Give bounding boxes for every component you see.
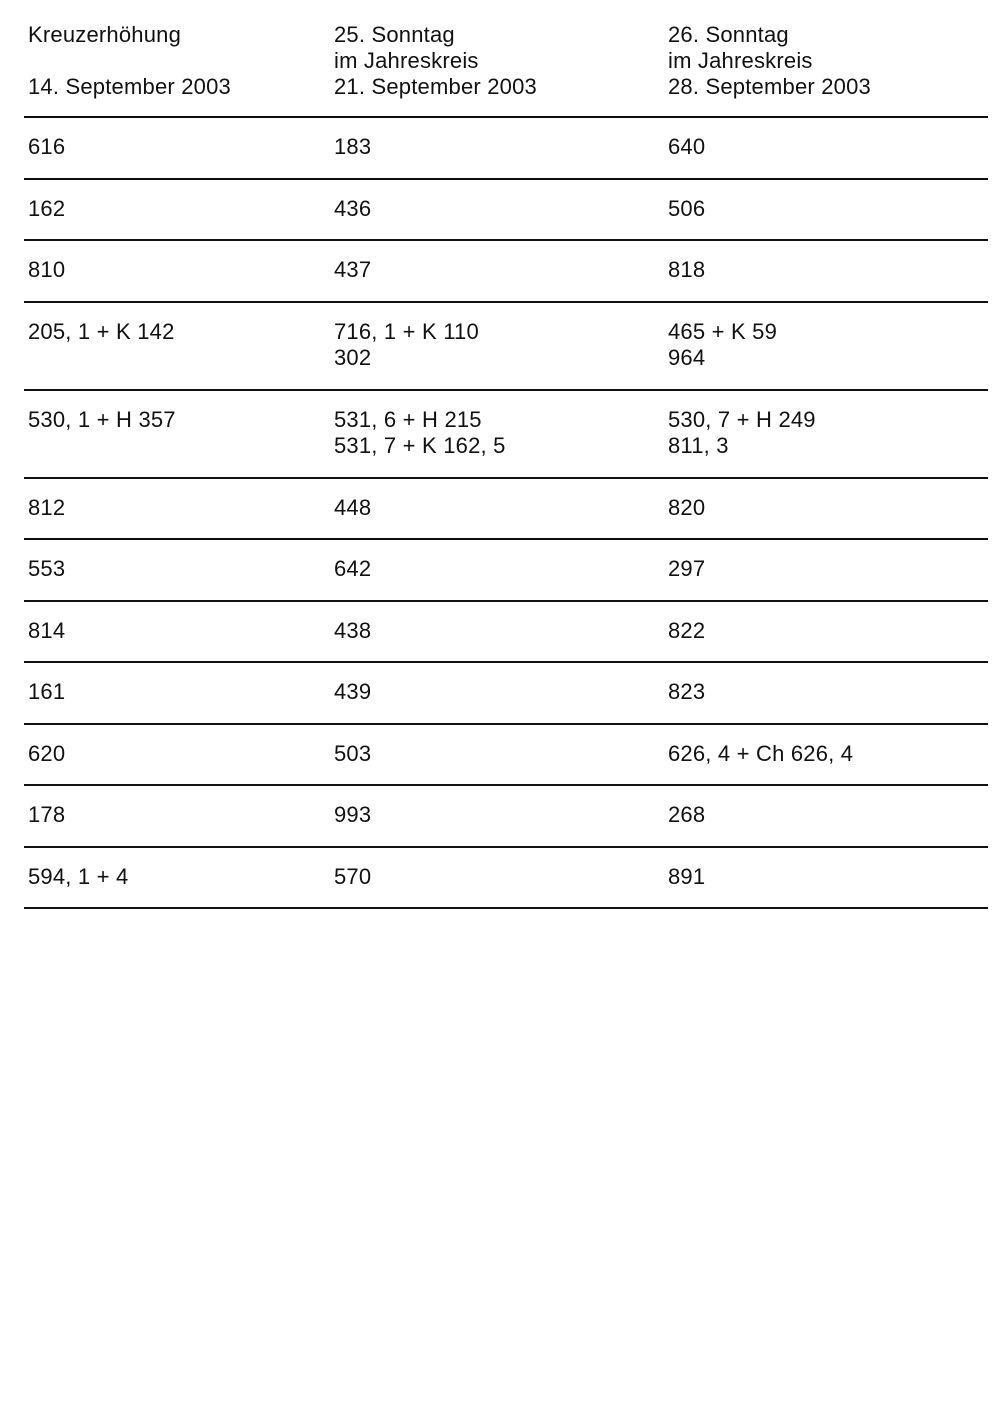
hymn-number: 570	[334, 863, 372, 889]
table-body	[24, 118, 988, 909]
table-row	[24, 663, 988, 725]
table-cell-col1	[24, 786, 334, 846]
table-cell-col1	[24, 118, 334, 178]
hymn-number: 814	[28, 617, 66, 643]
table-cell-col3	[668, 479, 988, 539]
hymn-number: 439	[334, 679, 372, 704]
table-row	[24, 303, 988, 391]
table-cell-col2	[334, 180, 668, 240]
table-cell-col1	[24, 725, 334, 785]
hymn-number: 178	[28, 802, 66, 827]
hymn-number: 993	[334, 802, 372, 827]
hymn-schedule-table	[24, 20, 988, 909]
table-cell-col1	[24, 391, 334, 477]
hymn-number: 964	[668, 344, 706, 370]
hymn-number: 268	[668, 802, 706, 827]
hymn-number: 640	[668, 134, 706, 159]
table-cell-col3	[668, 602, 988, 662]
table-cell-col1	[24, 540, 334, 600]
hymn-number: 297	[668, 556, 706, 581]
hymn-number: 503	[334, 740, 372, 766]
table-cell-col1	[24, 180, 334, 240]
table-row	[24, 479, 988, 541]
table-row	[24, 602, 988, 664]
table-cell-col3	[668, 540, 988, 600]
table-cell-col3	[668, 848, 988, 908]
hymn-number: 530, 7 + H 249	[668, 406, 816, 432]
table-cell-col3	[668, 241, 988, 301]
header-feast-name: Kreuzerhöhung	[28, 22, 182, 47]
hymn-number: 594, 1 + 4	[28, 863, 129, 889]
table-cell-col2	[334, 540, 668, 600]
table-cell-col2	[334, 241, 668, 301]
header-col-25-sonntag	[334, 20, 668, 116]
hymn-number: 891	[668, 863, 706, 889]
table-cell-col2	[334, 118, 668, 178]
hymn-number: 642	[334, 556, 372, 581]
hymn-number: 448	[334, 494, 372, 520]
table-cell-col2	[334, 663, 668, 723]
table-cell-col2	[334, 786, 668, 846]
table-cell-col2	[334, 602, 668, 662]
table-cell-col2	[334, 725, 668, 785]
hymn-number: 823	[668, 679, 706, 704]
hymn-number: 530, 1 + H 357	[28, 406, 176, 432]
hymn-number: 465 + K 59	[668, 318, 778, 344]
table-row	[24, 241, 988, 303]
table-cell-col3	[668, 725, 988, 785]
header-feast-name: 26. Sonntag	[668, 22, 789, 47]
header-col-kreuzerhoehung	[24, 20, 334, 116]
hymn-number: 531, 6 + H 215	[334, 406, 482, 432]
table-cell-col3	[668, 663, 988, 723]
table-cell-col1	[24, 479, 334, 539]
hymn-number: 438	[334, 617, 372, 643]
table-cell-col3	[668, 303, 988, 389]
hymn-number: 818	[668, 257, 706, 282]
table-cell-col1	[24, 848, 334, 908]
table-cell-col1	[24, 303, 334, 389]
hymn-number: 437	[334, 257, 372, 282]
table-row	[24, 118, 988, 180]
hymn-number: 820	[668, 494, 706, 520]
table-row	[24, 725, 988, 787]
hymn-number: 812	[28, 494, 66, 520]
hymn-number: 553	[28, 556, 66, 581]
header-date: 21. September 2003	[334, 74, 537, 99]
table-cell-col2	[334, 303, 668, 389]
hymn-number: 811, 3	[668, 432, 729, 458]
table-cell-col3	[668, 391, 988, 477]
hymn-number: 162	[28, 195, 66, 221]
hymn-number: 626, 4 + Ch 626, 4	[668, 740, 854, 766]
header-date: 28. September 2003	[668, 74, 871, 99]
table-header	[24, 20, 988, 118]
table-row	[24, 540, 988, 602]
table-cell-col3	[668, 786, 988, 846]
hymn-number: 810	[28, 257, 66, 282]
table-cell-col2	[334, 391, 668, 477]
table-cell-col1	[24, 602, 334, 662]
hymn-number: 716, 1 + K 110	[334, 318, 479, 344]
hymn-number: 302	[334, 344, 372, 370]
hymn-number: 205, 1 + K 142	[28, 318, 175, 344]
hymn-number: 506	[668, 195, 706, 221]
table-cell-col3	[668, 118, 988, 178]
hymn-number: 616	[28, 134, 66, 159]
table-cell-col3	[668, 180, 988, 240]
hymn-number: 183	[334, 134, 372, 159]
hymn-number: 822	[668, 617, 706, 643]
table-row	[24, 391, 988, 479]
hymn-number: 161	[28, 679, 66, 704]
header-feast-name: 25. Sonntag	[334, 22, 455, 47]
header-season: im Jahreskreis	[334, 48, 479, 73]
hymn-number: 436	[334, 195, 372, 221]
table-row	[24, 180, 988, 242]
hymn-number: 531, 7 + K 162, 5	[334, 432, 506, 458]
table-row	[24, 786, 988, 848]
table-row	[24, 848, 988, 910]
header-col-26-sonntag	[668, 20, 988, 116]
table-cell-col2	[334, 479, 668, 539]
table-cell-col1	[24, 241, 334, 301]
table-cell-col1	[24, 663, 334, 723]
hymn-number: 620	[28, 740, 66, 766]
header-season: im Jahreskreis	[668, 48, 813, 73]
header-date: 14. September 2003	[28, 74, 231, 99]
table-cell-col2	[334, 848, 668, 908]
